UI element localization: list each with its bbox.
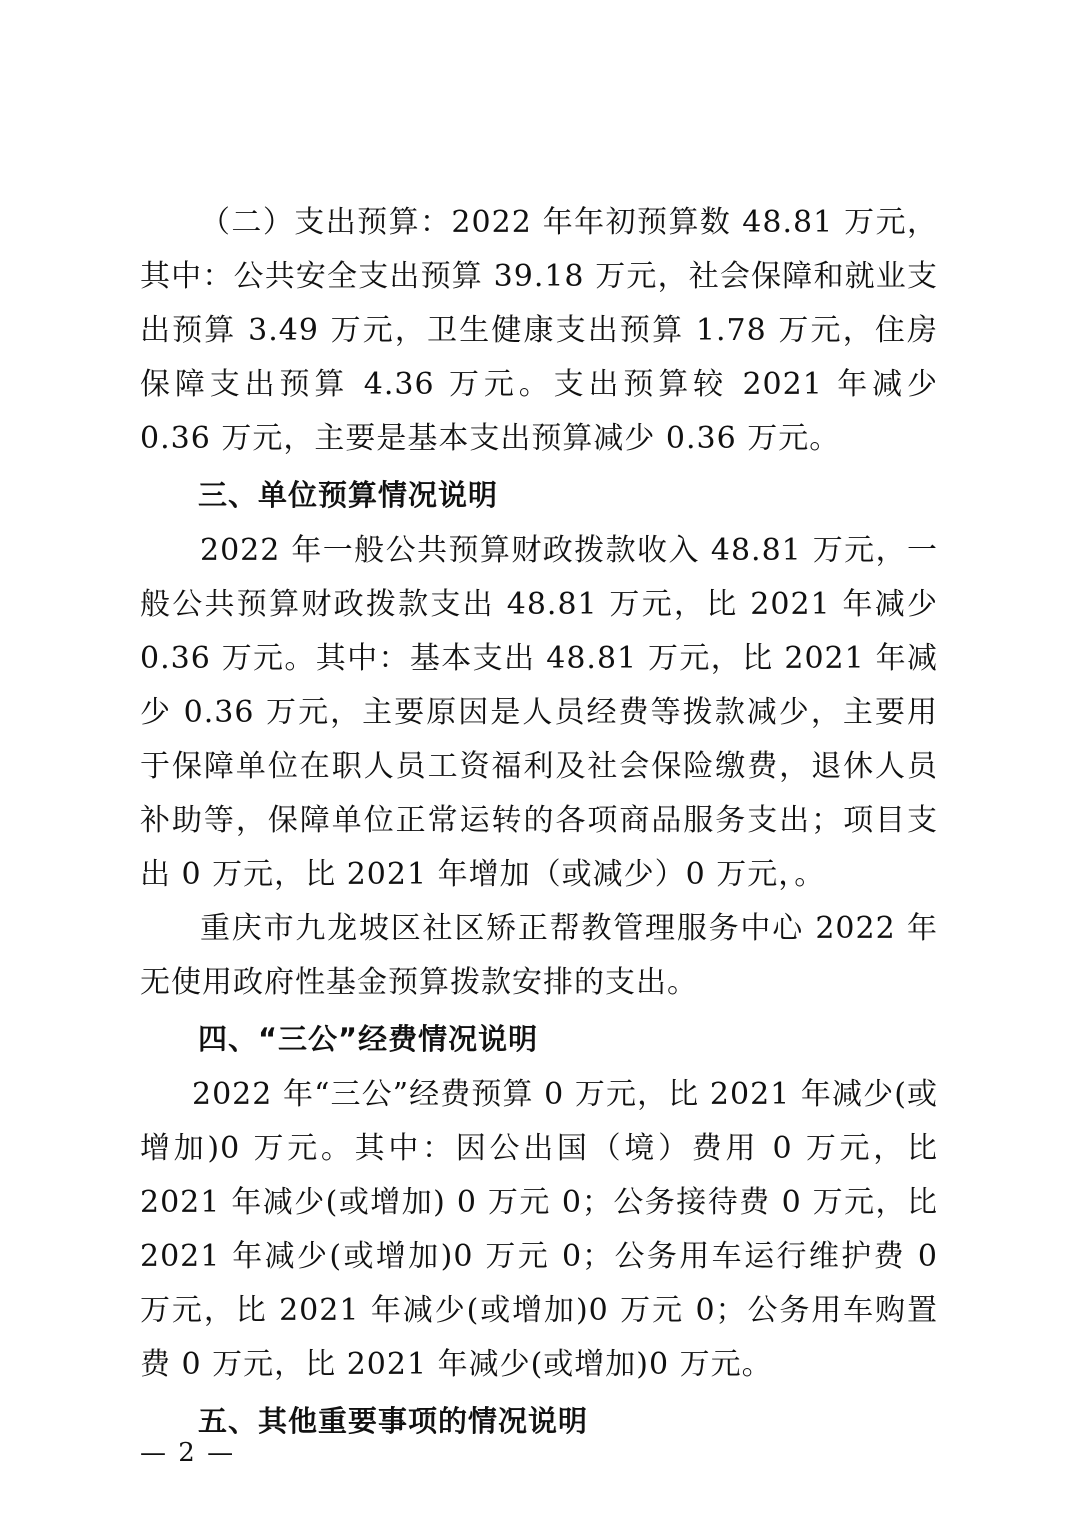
page-number: — 2 —	[140, 1438, 236, 1468]
unit-budget-paragraph-1: 2022 年一般公共预算财政拨款收入 48.81 万元，一般公共预算财政拨款支出 48.81 万元，比 2021 年减少 0.36 万元。其中：基本支出 48.81 万元，比 2021 年减少 0.36 万元，主要原因是人员经费等拨款减少，主要用于保障单位在职人员工资福利及社会保险缴费，退休人员补助等，保障单位正常运转的各项商品服务支出；项目支出 0 万元，比 2021 年增加（或减少）0 万元，。	[140, 533, 938, 892]
section-4-heading: 四、“三公”经费情况说明	[198, 1022, 539, 1056]
unit-budget-paragraph-2: 重庆市九龙坡区社区矫正帮教管理服务中心 2022 年无使用政府性基金预算拨款安排的支出。	[140, 911, 938, 1000]
section-3-heading: 三、单位预算情况说明	[198, 478, 499, 512]
expense-budget-paragraph: （二）支出预算：2022 年年初预算数 48.81 万元，其中：公共安全支出预算 39.18 万元，社会保障和就业支出预算 3.49 万元，卫生健康支出预算 1.78 万元，住房保障支出预算 4.36 万元。支出预算较 2021 年减少 0.36 万元，主要是基本支出预算减少 0.36 万元。	[140, 205, 938, 456]
document-body	[140, 196, 938, 1450]
sanggong-paragraph: 2022 年“三公”经费预算 0 万元，比 2021 年减少(或增加)0 万元。其中：因公出国（境）费用 0 万元，比 2021 年减少(或增加) 0 万元 0；公务接待费 0 万元，比 2021 年减少(或增加)0 万元 0；公务用车运行维护费 0 万元，比 2021 年减少(或增加)0 万元 0；公务用车购置费 0 万元，比 2021 年减少(或增加)0 万元。	[140, 1077, 938, 1382]
section-5-heading: 五、其他重要事项的情况说明	[198, 1404, 589, 1438]
